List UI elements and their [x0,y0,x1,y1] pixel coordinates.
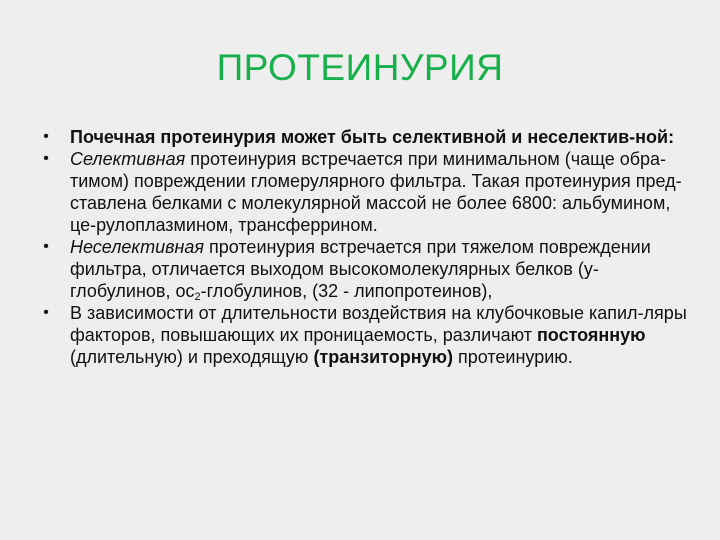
bullet-dot-icon: • [43,128,49,145]
bullet-item-1 [40,126,690,148]
bullet-4-text-c: протеинурию. [452,347,573,367]
bullet-4-bold-2: (транзиторную) [313,347,453,367]
bullet-item-2 [40,148,690,236]
bullet-list [40,126,690,368]
bullet-1-text: Почечная протеинурия может быть селективной и неселектив-ной: [70,127,675,147]
bullet-2-term: Селективная [70,149,186,169]
bullet-3-term: Неселективная [70,237,205,257]
bullet-3-text-b: -глобулинов, (32 - липопротеинов), [200,281,493,301]
bullet-4-bold-1: постоянную [536,325,646,345]
bullet-dot-icon: • [43,238,49,255]
slide-content [40,126,690,368]
bullet-dot-icon: • [43,150,49,167]
bullet-3-subscript: 2 [194,291,201,303]
bullet-dot-icon: • [43,304,49,321]
bullet-item-3 [40,236,690,302]
slide-title: ПРОТЕИНУРИЯ [216,47,504,88]
bullet-3-text-a: протеинурия встречается при тяжелом повреждении фильтра, отличается выходом высокомолекулярных белков (y-глобулинов, ос [70,237,651,301]
bullet-2-text: протеинурия встречается при минимальном (чаще обра-тимом) повреждении гломерулярного фильтра. Такая протеинурия пред-ставлена белками с молекулярной массой не более 6800: альбумином, це-рулоплазмином, трансферрином. [70,149,682,235]
bullet-4-text-b: (длительную) и преходящую [70,347,314,367]
bullet-4-text-a: В зависимости от длительности воздействия на клубочковые капил-ляры факторов, повышающих их проницаемость, различают [70,303,687,345]
bullet-item-4 [40,302,690,368]
